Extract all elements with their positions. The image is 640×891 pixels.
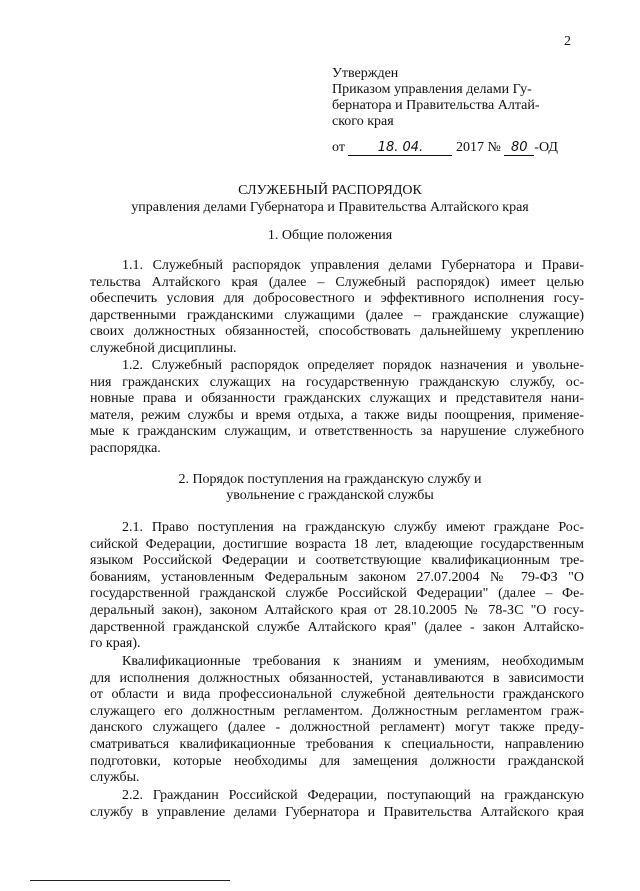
paragraph-qualification	[90, 654, 584, 787]
text-line: своих должностных обязанностей, способствовать дальнейшему укреплению	[90, 324, 584, 340]
text-line: Квалификационные требования к знаниям и умениям, необходимым	[122, 654, 584, 669]
approval-line: Утвержден	[332, 66, 399, 81]
page-number: 2	[564, 34, 571, 49]
text-line: службы.	[90, 770, 140, 786]
text-line: для исполнения должностных обязанностей, устанавливаются в зависимости	[90, 670, 584, 686]
text-line: служащего его должностным регламентом. Должностным регламентом граж-	[90, 703, 584, 719]
handwritten-order-number: 80	[504, 141, 534, 156]
title-main: СЛУЖЕБНЫЙ РАСПОРЯДОК	[238, 183, 422, 198]
paragraph-1-2	[90, 358, 584, 458]
text-line: тельства Алтайского края (далее – Служебный распорядок) имеет целью	[90, 274, 584, 290]
approval-line: бернатора и Правительства Алтай-	[332, 98, 540, 113]
section-1-heading: 1. Общие положения	[267, 228, 393, 243]
text-line: дарственной гражданской службе Алтайского края" (далее - закон Алтайско-	[90, 619, 584, 635]
text-line: данского служащего (далее - должностной регламент) могут также преду-	[90, 720, 584, 736]
text-line: ния гражданских служащих на государственную гражданскую службу, ос-	[90, 374, 584, 390]
paragraph-2-1	[90, 520, 584, 653]
text-line: мые к гражданским служащим, и ответственность за нарушение служебного	[90, 424, 584, 440]
approval-date-line	[332, 140, 558, 156]
text-line: деральный закон), законом Алтайского края от 28.10.2005 № 78-ЗС "О госу-	[90, 602, 584, 618]
text-line: дарственными гражданскими служащими (далее – гражданские служащие)	[90, 307, 584, 323]
paragraph-1-1	[90, 258, 584, 358]
text-line: новные права и обязанности гражданских служащих и представителя нани-	[90, 391, 584, 407]
approval-line: Приказом управления делами Гу-	[332, 82, 532, 97]
heading-line: увольнение с гражданской службы	[226, 488, 434, 503]
text-line: мателя, режим службы и время отдыха, а также виды поощрения, применяе-	[90, 407, 584, 423]
text-line: подготовки, которые необходимы для замещения должности гражданской	[90, 753, 584, 769]
document-title	[80, 182, 580, 216]
handwritten-date: 18. 04.	[348, 141, 452, 156]
order-number-suffix: -ОД	[534, 140, 558, 155]
text-line: обеспечить условия для добросовестного и эффективного исполнения госу-	[90, 291, 584, 307]
footnote-divider	[30, 880, 230, 881]
text-line: бованиям, установленным Федеральным законом 27.07.2004 № 79-ФЗ "О	[90, 569, 584, 585]
text-line: от области и вида профессиональной служебной деятельности гражданского	[90, 687, 584, 703]
text-line: 1.2. Служебный распорядок определяет порядок назначения и увольне-	[122, 358, 584, 373]
date-prefix: от	[332, 140, 345, 155]
text-line: 2.1. Право поступления на гражданскую службу имеют граждане Рос-	[122, 520, 584, 535]
text-line: го края).	[90, 636, 141, 652]
text-line: сийской Федерации, достигшие возраста 18 лет, владеющие государственным	[90, 536, 584, 552]
approval-line: ского края	[332, 114, 394, 129]
title-subtitle: управления делами Губернатора и Правительства Алтайского края	[131, 200, 529, 215]
text-line: государственной гражданской службе Российской Федерации" (далее – Фе-	[90, 586, 584, 602]
approval-stamp	[332, 66, 582, 130]
text-line: языком Российской Федерации и соответствующие квалификационным тре-	[90, 553, 584, 569]
text-line: 1.1. Служебный распорядок управления делами Губернатора и Прави-	[122, 258, 584, 273]
text-line: службу в управление делами Губернатора и Правительства Алтайского края	[90, 804, 584, 820]
text-line: сматриваться квалификационные требования к специальности, направлению	[90, 736, 584, 752]
text-line: служебной дисциплины.	[90, 340, 237, 356]
text-line: 2.2. Гражданин Российской Федерации, поступающий на гражданскую	[122, 788, 584, 803]
paragraph-2-2	[90, 788, 584, 821]
year-number-label: 2017 №	[455, 140, 501, 155]
text-line: распорядка.	[90, 440, 161, 456]
heading-line: 2. Порядок поступления на гражданскую службу и	[178, 472, 482, 487]
section-2-heading	[80, 472, 580, 504]
